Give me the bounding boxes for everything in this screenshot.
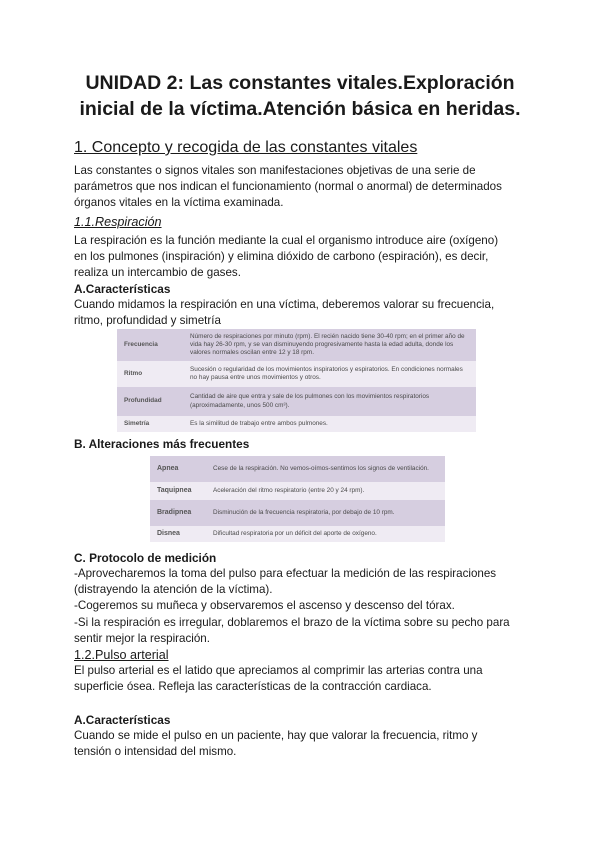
heading-caracteristicas-pulso: A.Características: [74, 713, 171, 727]
text-line: Cuando se mide el pulso en un paciente, hay que valorar la frecuencia, ritmo y: [74, 729, 478, 742]
text-line: sentir mejor la respiración.: [74, 631, 210, 645]
subsection-heading-pulso: 1.2.Pulso arterial: [74, 648, 169, 662]
page-title: UNIDAD 2: Las constantes vitales.Exploración inicial de la víctima.Atención básica en heridas.: [79, 72, 521, 120]
text-line: -Si la respiración es irregular, doblaremos el brazo de la víctima sobre su pecho para: [74, 615, 510, 629]
intro-paragraph: [74, 163, 534, 212]
text-line: órganos vitales en la víctima examinada.: [74, 196, 284, 210]
respiration-characteristics-table: [117, 329, 476, 432]
table-row: [117, 329, 476, 361]
text-line: -Aprovecharemos la toma del pulso para efectuar la medición de las respiraciones: [74, 567, 497, 580]
text-line: Cuando midamos la respiración en una víctima, deberemos valorar su frecuencia,: [74, 298, 495, 311]
table-cell-text: Número de respiraciones por minuto (rpm). El recién nacido tiene 30-40 rpm; en el primer año de vida hay 26-30 rpm, y se van disminuyendo progresivamente hasta la edad adulta, donde los valores normales oscilan entre 12 y 18 rpm.: [190, 332, 465, 357]
heading-alteraciones: B. Alteraciones más frecuentes: [74, 437, 250, 451]
respiration-definition: [74, 233, 534, 282]
table-row: [150, 526, 445, 542]
table-cell-label: Simetría: [124, 419, 150, 427]
protocol-paragraph: [74, 566, 534, 647]
table-row: [117, 387, 476, 416]
table-cell-text: Cantidad de aire que entra y sale de los pulmones con los movimientos respiratorios (aproximadamente, unos 500 cm³).: [190, 393, 430, 409]
text-line: en los pulmones (inspiración) y elimina dióxido de carbono (espiración), es decir,: [74, 250, 489, 264]
pulse-definition: [74, 663, 534, 695]
table-cell-text: Disminución de la frecuencia respiratoria, por debajo de 10 rpm.: [213, 508, 395, 516]
table-cell-label: Ritmo: [124, 369, 143, 377]
table-cell-text: Aceleración del ritmo respiratorio (entre 20 y 24 rpm).: [213, 486, 365, 494]
respiration-alterations-table: [150, 456, 445, 542]
table-cell-text: Sucesión o regularidad de los movimientos inspiratorios y espiratorios. En condiciones normales no hay pausa entre unos movimientos y otros.: [190, 365, 463, 381]
section-heading-constantes: 1. Concepto y recogida de las constantes vitales: [74, 139, 418, 156]
table-cell-text: Es la similitud de trabajo entre ambos pulmones.: [190, 419, 328, 427]
table-cell-text: Cese de la respiración. No vemos-oímos-sentimos los signos de ventilación.: [213, 464, 429, 472]
text-line: ritmo, profundidad y simetría: [74, 314, 221, 328]
table-cell-label: Frecuencia: [124, 340, 158, 348]
table-cell-label: Bradipnea: [157, 508, 192, 516]
text-line: realiza un intercambio de gases.: [74, 266, 241, 280]
text-line: (distrayendo la atención de la víctima).: [74, 583, 273, 597]
text-line: parámetros que nos indican el funcionamiento (normal o anormal) de determinados: [74, 180, 502, 194]
table-cell-text: Dificultad respiratoria por un déficit del aporte de oxígeno.: [213, 529, 377, 537]
table-row: [117, 416, 476, 432]
table-row: [150, 482, 445, 500]
heading-protocolo: C. Protocolo de medición: [74, 551, 217, 565]
text-line: La respiración es la función mediante la cual el organismo introduce aire (oxígeno): [74, 234, 499, 247]
text-line: tensión o intensidad del mismo.: [74, 745, 237, 759]
table-cell-label: Apnea: [157, 464, 179, 472]
text-line: Las constantes o signos vitales son manifestaciones objetivas de una serie de: [74, 164, 476, 177]
table-cell-label: Disnea: [157, 529, 180, 537]
text-line: -Cogeremos su muñeca y observaremos el ascenso y descenso del tórax.: [74, 599, 455, 613]
characteristics-paragraph: [74, 297, 534, 329]
table-row: [150, 456, 445, 482]
subsection-heading-respiracion: 1.1.Respiración: [74, 215, 162, 229]
table-cell-label: Profundidad: [124, 397, 162, 405]
text-line: El pulso arterial es el latido que apreciamos al comprimir las arterias contra una: [74, 664, 483, 677]
table-cell-label: Taquipnea: [157, 486, 192, 494]
table-row: [117, 361, 476, 387]
heading-caracteristicas: A.Características: [74, 282, 171, 296]
text-line: superficie ósea. Refleja las características de la contracción cardiaca.: [74, 680, 432, 694]
pulse-characteristics-paragraph: [74, 728, 534, 760]
table-row: [150, 500, 445, 526]
